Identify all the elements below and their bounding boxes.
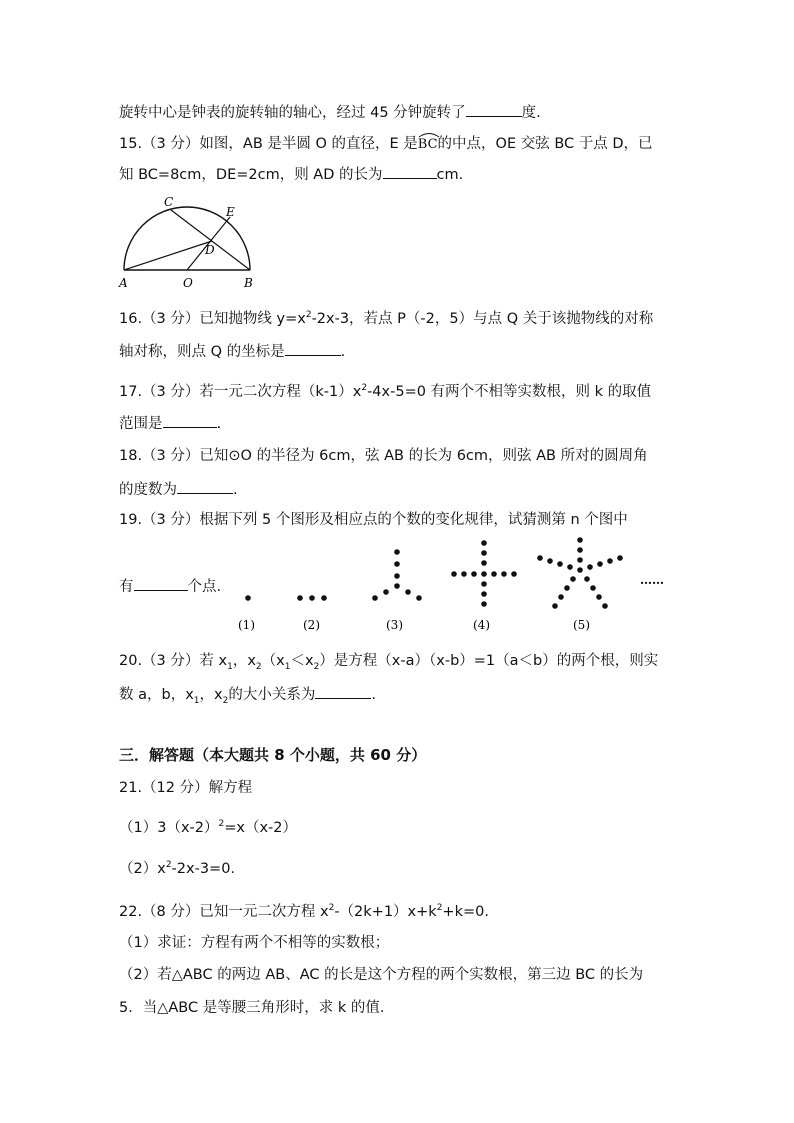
question-18-line-1 <box>119 446 648 466</box>
dot <box>617 555 623 561</box>
figure-label-3: (3) <box>386 618 403 632</box>
label-d: D <box>205 243 215 257</box>
exponent: 2 <box>165 860 172 870</box>
question-21-part-2 <box>119 855 235 879</box>
question-text: （1）3（x-2） <box>119 819 219 836</box>
answer-blank <box>383 164 437 179</box>
dot <box>570 576 576 582</box>
dot <box>567 564 573 570</box>
question-15-line-1 <box>119 134 653 155</box>
arc-mark-icon <box>418 132 440 138</box>
figure-label-5: (5) <box>573 618 590 632</box>
dot <box>577 557 583 563</box>
question-14-tail <box>119 102 541 123</box>
question-16-line-2 <box>119 341 345 362</box>
label-e: E <box>226 205 235 219</box>
question-text-end: 个点. <box>187 579 222 595</box>
question-text: 17.（3 分）若一元二次方程（k-1）x <box>119 383 362 400</box>
dot <box>297 595 303 601</box>
dot <box>590 585 596 591</box>
dot-pattern-figure <box>230 532 674 636</box>
question-text-end: . <box>216 416 222 432</box>
question-text: 18.（3 分）已知⊙O 的半径为 6cm，弦 AB 的长为 6cm，则弦 AB 所对的圆周角 <box>119 448 648 464</box>
question-17-line-1 <box>119 378 651 402</box>
dot <box>564 585 570 591</box>
label-o: O <box>183 276 193 290</box>
dot <box>584 576 590 582</box>
dot <box>481 601 487 607</box>
question-text: 16.（3 分）已知抛物线 y=x <box>119 310 306 327</box>
question-text: 的大小关系为 <box>228 687 316 703</box>
question-text: =x（x-2） <box>224 819 298 836</box>
pattern-2 <box>297 595 327 601</box>
dot <box>602 603 608 609</box>
answer-blank <box>177 479 233 494</box>
question-text: ，x <box>199 687 223 703</box>
question-22-part-2: （2）若△ABC 的两边 AB、AC 的长是这个方程的两个实数根，第三边 BC 的长为 <box>119 967 644 983</box>
dot <box>491 571 497 577</box>
question-19-line-1 <box>119 510 628 530</box>
chord-bc <box>171 210 250 270</box>
question-18-line-2 <box>119 479 238 500</box>
question-text-end: cm. <box>436 167 464 183</box>
question-text-end: . <box>340 344 346 360</box>
question-text: 20.（3 分）若 x <box>119 653 228 669</box>
dot <box>481 560 487 566</box>
dot <box>394 549 400 555</box>
label-b: B <box>244 276 253 290</box>
subscript: 2 <box>222 695 229 706</box>
exponent: 2 <box>218 819 225 829</box>
pattern-1 <box>245 595 251 601</box>
dot <box>394 561 400 567</box>
dot <box>577 537 583 543</box>
question-text-end: 度. <box>521 105 541 121</box>
question-15-line-2 <box>119 164 463 185</box>
subscript: 2 <box>255 661 262 672</box>
question-text: -（2k+1）x+k <box>334 903 437 920</box>
question-text: 的中点，OE 交弦 BC 于点 D，已 <box>437 136 653 152</box>
dot <box>394 573 400 579</box>
question-19-line-2 <box>119 576 221 597</box>
question-text: -4x-5=0 有两个不相等实数根，则 k 的取值 <box>367 383 652 400</box>
dot <box>501 571 507 577</box>
arc-label: BC <box>417 137 438 152</box>
dot <box>552 603 558 609</box>
figure-label-2: (2) <box>303 618 320 632</box>
figure-label-1: (1) <box>238 618 255 632</box>
answer-blank <box>466 102 522 117</box>
question-text: -2x-3=0. <box>171 860 236 877</box>
question-22-part-1: （1）求证：方程有两个不相等的实数根； <box>119 935 390 951</box>
question-text-end: . <box>233 482 238 498</box>
exponent: 2 <box>361 383 368 393</box>
question-text: 轴对称，则点 Q 的坐标是 <box>119 344 285 360</box>
dot <box>481 581 487 587</box>
exponent: 2 <box>436 903 443 913</box>
question-text: 旋转中心是钟表的旋转轴的轴心，经过 45 分钟旋转了 <box>119 105 466 121</box>
subscript: 2 <box>313 661 320 672</box>
label-a: A <box>119 276 128 290</box>
subscript: 1 <box>193 695 200 706</box>
dot <box>596 594 602 600</box>
question-text: ，x <box>232 653 256 669</box>
pattern-3 <box>372 549 422 601</box>
subscript: 1 <box>284 661 291 672</box>
question-20-line-2 <box>119 684 376 711</box>
answer-blank <box>285 341 341 356</box>
dot <box>416 595 422 601</box>
dot <box>481 591 487 597</box>
dot <box>547 558 553 564</box>
question-text: （2）x <box>119 860 166 877</box>
question-16-line-1 <box>119 305 653 329</box>
question-17-line-2 <box>119 413 221 434</box>
dot <box>309 595 315 601</box>
dot <box>577 547 583 553</box>
answer-blank <box>163 413 217 428</box>
question-text: ）是方程（x-a）（x-b）=1（a＜b）的两个根，则实 <box>319 653 659 669</box>
dot <box>461 571 467 577</box>
question-text: 19.（3 分）根据下列 5 个图形及相应点的个数的变化规律，试猜测第 n 个图中 <box>119 512 628 528</box>
question-text: 知 BC=8cm，DE=2cm，则 AD 的长为 <box>119 167 383 183</box>
dot <box>558 594 564 600</box>
subscript: 1 <box>227 661 233 672</box>
question-21-title: 21.（12 分）解方程 <box>119 780 253 796</box>
question-20-line-1 <box>119 651 658 677</box>
answer-blank <box>315 684 371 699</box>
arc-bc-notation <box>418 134 438 155</box>
question-text: 有 <box>119 579 134 595</box>
section-heading: 三．解答题（本大题共 8 个小题，共 60 分） <box>119 746 427 764</box>
question-21-part-1 <box>119 814 297 838</box>
pattern-4 <box>451 540 517 607</box>
dot <box>557 561 563 567</box>
dot <box>394 583 400 589</box>
dot <box>511 571 517 577</box>
figure-label-4: (4) <box>473 618 490 632</box>
label-c: C <box>164 195 174 209</box>
question-text-end: . <box>371 687 376 703</box>
figure-ellipsis: …… <box>640 573 664 587</box>
dot <box>577 567 583 573</box>
answer-blank <box>134 576 188 591</box>
dot <box>451 571 457 577</box>
question-text: （x <box>261 653 285 669</box>
dot <box>405 589 411 595</box>
question-text: 的度数为 <box>119 482 177 498</box>
question-text: 22.（8 分）已知一元二次方程 x <box>119 903 329 920</box>
question-text: -2x-3，若点 P（-2，5）与点 Q 关于该抛物线的对称 <box>311 310 654 327</box>
question-22-part-3: 5．当△ABC 是等腰三角形时，求 k 的值. <box>119 1000 385 1016</box>
dot <box>383 589 389 595</box>
dot <box>321 595 327 601</box>
question-text: +k=0. <box>442 903 489 920</box>
exponent: 2 <box>305 310 312 320</box>
dot <box>245 595 251 601</box>
exponent: 2 <box>328 903 335 913</box>
semicircle-figure <box>112 192 272 292</box>
dot <box>481 550 487 556</box>
question-text: 数 a，b，x <box>119 687 194 703</box>
question-text: 范围是 <box>119 416 163 432</box>
dot <box>537 555 543 561</box>
dot <box>607 558 613 564</box>
dot <box>481 571 487 577</box>
dot <box>597 561 603 567</box>
question-22-title <box>119 898 489 922</box>
question-text: 15.（3 分）如图，AB 是半圆 O 的直径，E 是 <box>119 136 418 152</box>
question-text: ＜x <box>290 653 314 669</box>
dot <box>471 571 477 577</box>
dot <box>372 595 378 601</box>
dot <box>481 540 487 546</box>
dot <box>587 564 593 570</box>
pattern-5 <box>537 537 623 609</box>
